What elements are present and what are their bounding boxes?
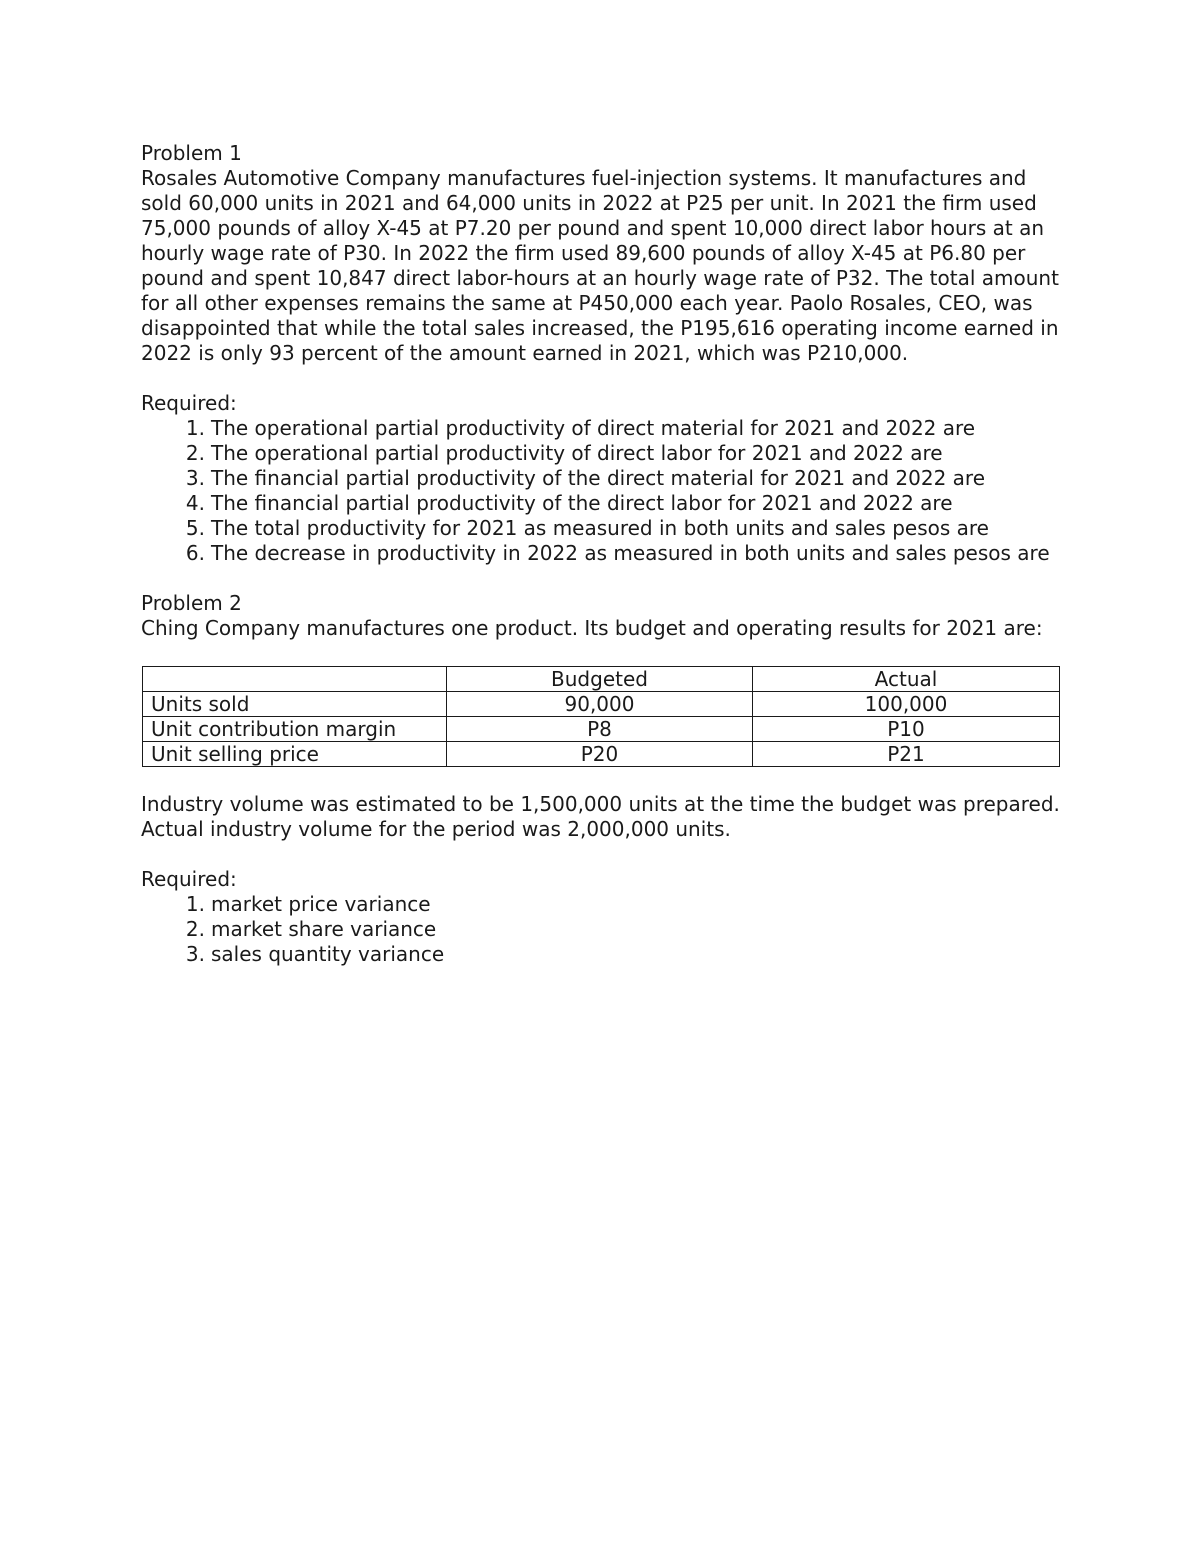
list-item bbox=[185, 441, 1066, 466]
list-item bbox=[185, 942, 1066, 967]
list-number: 6. bbox=[185, 541, 205, 565]
list-item bbox=[185, 892, 1066, 917]
list-item bbox=[185, 917, 1066, 942]
list-item bbox=[185, 466, 1066, 491]
list-item bbox=[185, 541, 1066, 566]
list-number: 5. bbox=[185, 516, 205, 540]
problem2-title: Problem 2 bbox=[141, 591, 242, 615]
list-number: 1. bbox=[185, 892, 205, 916]
problem1-required-label: Required: bbox=[141, 391, 237, 415]
list-number: 2. bbox=[185, 441, 205, 465]
list-item bbox=[185, 416, 1066, 441]
table-row bbox=[143, 692, 1060, 717]
problem2-required-list bbox=[141, 892, 1066, 967]
problem1-required-list bbox=[141, 416, 1066, 566]
table-cell: Units sold bbox=[143, 692, 447, 717]
document-page bbox=[141, 141, 1066, 967]
industry-volume-text: Industry volume was estimated to be 1,500,000 units at the time the budget was prepared. Actual industry volume for the period was 2,000,000 units. bbox=[141, 792, 1060, 841]
table-cell: P10 bbox=[753, 717, 1060, 742]
list-text: market price variance bbox=[211, 892, 431, 916]
table-cell: 90,000 bbox=[447, 692, 753, 717]
list-text: market share variance bbox=[211, 917, 437, 941]
list-text: The operational partial productivity of direct material for 2021 and 2022 are bbox=[211, 416, 976, 440]
table-row bbox=[143, 717, 1060, 742]
list-text: The financial partial productivity of the direct labor for 2021 and 2022 are bbox=[211, 491, 953, 515]
spacer bbox=[141, 566, 1066, 591]
table-cell: P20 bbox=[447, 742, 753, 767]
list-text: The total productivity for 2021 as measured in both units and sales pesos are bbox=[211, 516, 989, 540]
budget-table bbox=[142, 666, 1060, 767]
table-cell: Unit selling price bbox=[143, 742, 447, 767]
table-cell: Unit contribution margin bbox=[143, 717, 447, 742]
spacer bbox=[141, 767, 1066, 792]
list-number: 4. bbox=[185, 491, 205, 515]
table-cell: P21 bbox=[753, 742, 1060, 767]
table-header-cell bbox=[143, 667, 447, 692]
spacer bbox=[141, 842, 1066, 867]
table-header-row bbox=[143, 667, 1060, 692]
list-text: The operational partial productivity of direct labor for 2021 and 2022 are bbox=[211, 441, 943, 465]
table-cell: P8 bbox=[447, 717, 753, 742]
spacer bbox=[141, 366, 1066, 391]
problem2-required-label: Required: bbox=[141, 867, 237, 891]
list-item bbox=[185, 516, 1066, 541]
problem1-body: Rosales Automotive Company manufactures fuel-injection systems. It manufactures and sold 60,000 units in 2021 and 64,000 units in 2022 at P25 per unit. In 2021 the firm used 75,000 pounds of alloy X-45 at P7.20 per pound and spent 10,000 direct labor hours at an hourly wage rate of P30. In 2022 the firm used 89,600 pounds of alloy X-45 at P6.80 per pound and spent 10,847 direct labor-hours at an hourly wage rate of P32. The total amount for all other expenses remains the same at P450,000 each year. Paolo Rosales, CEO, was disappointed that while the total sales increased, the P195,616 operating income earned in 2022 is only 93 percent of the amount earned in 2021, which was P210,000. bbox=[141, 166, 1059, 365]
problem1-title: Problem 1 bbox=[141, 141, 242, 165]
list-number: 1. bbox=[185, 416, 205, 440]
spacer bbox=[141, 641, 1066, 666]
list-text: The decrease in productivity in 2022 as measured in both units and sales pesos are bbox=[211, 541, 1050, 565]
table-cell: 100,000 bbox=[753, 692, 1060, 717]
table-header-cell: Actual bbox=[753, 667, 1060, 692]
list-item bbox=[185, 491, 1066, 516]
list-number: 3. bbox=[185, 466, 205, 490]
list-number: 2. bbox=[185, 917, 205, 941]
list-number: 3. bbox=[185, 942, 205, 966]
table-row bbox=[143, 742, 1060, 767]
table-header-cell: Budgeted bbox=[447, 667, 753, 692]
problem2-body: Ching Company manufactures one product. Its budget and operating results for 2021 are: bbox=[141, 616, 1043, 640]
list-text: The financial partial productivity of the direct material for 2021 and 2022 are bbox=[211, 466, 986, 490]
list-text: sales quantity variance bbox=[211, 942, 445, 966]
